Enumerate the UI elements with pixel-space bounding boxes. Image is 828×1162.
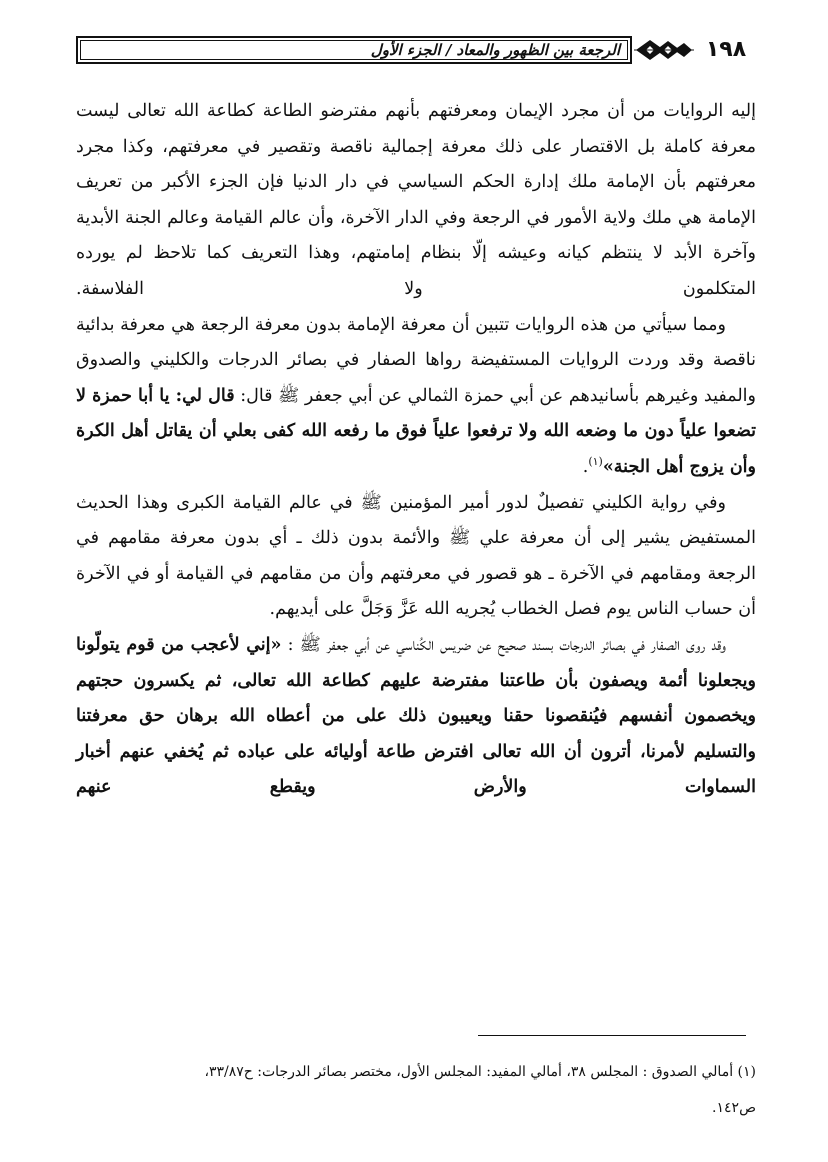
- paragraph-text: ومما سيأتي من هذه الروايات تتبين أن معرفة الإمامة بدون معرفة الرجعة هي معرفة بدائية ناقصة وقد وردت الروايات المستفيضة رواها الصفار في بصائر الدرجات والكليني والصدوق والمفيد وغيرهم بأسانيدهم عن أبي حمزة الثمالي عن أبي جعفر ﷺ قال:: [76, 314, 756, 406]
- paragraph: وفي رواية الكليني تفصيلٌ لدور أمير المؤمنين ﷺ في عالم القيامة الكبرى وهذا الحديث المستفيض يشير إلى أن معرفة علي ﷺ والأئمة بدون ذلك ـ أي بدون معرفة مقامهم في الرجعة ومقامهم في الآخرة ـ هو قصور في معرفتهم وأن من مقامهم في القيامة أو في الآخرة أن حساب الناس يوم فصل الخطاب يُجريه الله عَزَّ وَجَلَّ على أيديهم.: [76, 492, 756, 620]
- footnote-separator: [478, 1035, 746, 1036]
- footnote-line: ص١٤٢.: [712, 1100, 756, 1116]
- hadith-quote: «إني لأعجب من قوم يتولّونا ويجعلونا أئمة ويصفون بأن طاعتنا مفترضة عليهم كطاعة الله تعالى، ثم يكسرون حجتهم ويخصمون أنفسهم فيُنقصونا حقنا ويعيبون ذلك على من أعطاه الله برهان حق معرفتنا والتسليم لأمرنا، أترون أن الله تعالى افترض طاعة أوليائه على عباده ثم يُخفي عنهم أخبار السماوات والأرض ويقطع عنهم: [76, 634, 756, 798]
- diamond-ornament-icon: [634, 36, 694, 64]
- running-title: الرجعة بين الظهور والمعاد / الجزء الأول: [76, 36, 632, 64]
- paragraph-text: وقد روى الصفار في بصائر الدرجات بسند صحيح عن ضريس الكُناسي عن أبي جعفر ﷺ :: [281, 634, 727, 655]
- paragraph: إليه الروايات من أن مجرد الإيمان ومعرفتهم بأنهم مفترضو الطاعة كطاعة الله تعالى ليست معرفة كاملة بل الاقتصار على ذلك معرفة إجمالية ناقصة وتقصير في معرفتهم، وكذا مجرد معرفتهم بأن الإمامة ملك إدارة الحكم السياسي في دار الدنيا فإن الجزء الأكبر من تعريف الإمامة هي ملك ولاية الأمور في الرجعة وفي الدار الآخرة، وأن عالم القيامة وعالم الجنة الأبدية وآخرة الأبد لا ينتظم كيانه وعيشه إلّا بنظام إمامتهم، وهذا التعريف كما تلاحظ لم يورده المتكلمون ولا الفلاسفة.: [76, 101, 756, 299]
- paragraph: [76, 628, 756, 806]
- main-text: [76, 94, 756, 806]
- page-number: ١٩٨: [705, 37, 747, 62]
- hadith-quote: قال لي: يا أبا حمزة لا تضعوا علياً دون ما وضعه الله ولا ترفعوا علياً فوق ما رفعه الله كفى بعلي أن يقاتل أهل الكرة وأن يزوج أهل الجنة»: [76, 385, 756, 477]
- page-header: [76, 34, 756, 68]
- paragraph-end: .: [582, 456, 589, 477]
- footnotes: [76, 1054, 756, 1126]
- paragraph: [76, 308, 756, 486]
- footnote-line: (١) أمالي الصدوق : المجلس ٣٨، أمالي المفيد: المجلس الأول، مختصر بصائر الدرجات: ح٣٣/٨٧،: [204, 1064, 756, 1080]
- footnote-marker: (١): [588, 455, 603, 469]
